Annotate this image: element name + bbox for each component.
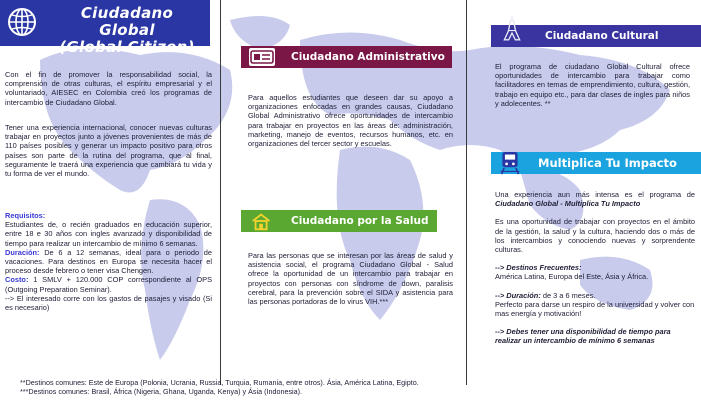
intro-text: Con el fin de promover la responsabilidad social, la comprensión de otras culturas, el espíritu empresarial y el voluntariado, AIESEC en Colombia creó los programas de intercambio de Ciudadano Global. <box>5 70 212 107</box>
impacto-section <box>495 190 695 346</box>
impacto-intro-b: Ciudadano Global - Multiplica Tu Impacto <box>495 199 641 209</box>
column-divider-left <box>220 0 221 385</box>
admin-title: Ciudadano Administrativo <box>291 51 445 63</box>
house-icon <box>250 211 274 231</box>
id-card-icon <box>249 48 275 66</box>
costo-extra-text: --> El interesado corre con los gastos de pasajes y visado (Si es necesario) <box>5 293 212 313</box>
salud-paragraph <box>248 251 453 306</box>
admin-banner <box>241 46 452 68</box>
train-icon <box>499 148 521 178</box>
impacto-title: Multiplica Tu Impacto <box>538 156 677 170</box>
column-divider-right <box>466 0 467 385</box>
costo-line <box>5 275 212 293</box>
salud-banner <box>241 210 437 232</box>
global-citizen-header <box>0 0 210 56</box>
impacto-duracion-heading: --> Duración: <box>495 290 541 300</box>
impacto-duracion-value: de 3 a 6 meses. <box>540 290 596 300</box>
costo-heading: Costo: <box>5 275 29 285</box>
duracion-heading: Duración: <box>5 247 40 257</box>
title-line-2: (Global Citizen) <box>59 38 195 56</box>
impacto-intro-a: Una experiencia aun más intensa es el programa de <box>495 190 695 199</box>
impacto-intro <box>495 190 695 208</box>
destinos-heading: --> Destinos Frecuentes: <box>495 263 582 273</box>
requisitos-section <box>5 211 212 312</box>
experience-text: Tener una experiencia internacional, conocer nuevas culturas trabajar en proyectos junto a jóvenes provenientes de más de 110 países posibles y generar un impacto positivo para otros países son parte de la rutina del programa, que al final, seguramente le traerá una experiencia que cambiará tu vida y tu forma de ver el mundo. <box>5 123 212 179</box>
impacto-banner <box>491 152 701 174</box>
cultural-text: El programa de ciudadano Global Cultural ofrece oportunidades de intercambio para trabajar como facilitadores en temas de emprendimiento, cultura, gestión, trabajo en equipo etc., para dar clases de ingles para niños y adolecentes. ** <box>495 62 690 108</box>
admin-paragraph <box>248 93 453 148</box>
experience-paragraph <box>5 123 212 178</box>
footer-notes <box>20 378 690 396</box>
impacto-note: --> Debes tener una disponibilidad de tiempo para realizar un intercambio de mínimo 6 semanas <box>495 327 671 346</box>
impacto-duracion-text: Perfecto para darse un respiro de la universidad y volver con mas energía y motivación! <box>495 299 695 319</box>
globe-icon <box>6 6 38 38</box>
footer-line-2: ***Destinos comunes: Brasil, África (Nigeria, Ghana, Uganda, Kenya) y Ásia (Indonesia). <box>20 387 303 396</box>
footer-line-1: **Destinos comunes: Este de Europa (Polonia, Ucrania, Russia, Turquia, Rumania, entre otros). Ásia, América Latina, Egipto. <box>20 378 419 387</box>
cultural-banner <box>491 25 701 47</box>
admin-text: Para aquellos estudiantes que deseen dar su apoyo a organizaciones enfocadas en grandes causas, Ciudadano Global Administrativo ofrece oportunidades de intercambio para trabajar en proyectos en las áreas de: administración, marketing, manejo de eventos, recursos humanos, etc. en organizaciones del tercer sector y escuelas. <box>248 93 453 149</box>
requisitos-text: Estudiantes de, o recién graduados en educación superior, entre 18 e 30 años con ingles avanzado y disponibilidad de tiempo para realizar un intercambio de mínimo 6 semanas. <box>5 220 212 248</box>
destinos-text: América Latina, Europa del Este, Ásia y África. <box>495 272 649 282</box>
cultural-title: Ciudadano Cultural <box>545 30 659 42</box>
salud-title: Ciudadano por la Salud <box>291 215 429 227</box>
intro-paragraph <box>5 70 212 107</box>
cultural-paragraph <box>495 62 690 108</box>
impacto-duracion-line <box>495 291 695 300</box>
duracion-line <box>5 248 212 276</box>
impacto-text: Es una oportunidad de trabajar con proyectos en el ámbito de la gestión, la salud y la cultura, haciendo dos o más de los intercambios y conociendo nuevas y sorprendente culturas. <box>495 217 695 255</box>
salud-text: Para las personas que se interesan por las áreas de salud y asistencia social, el programa Ciudadano Global - Salud ofrece la oportunidad de un intercambio para trabajar en proyectos con personas con síndrome de down, paralisis cerebral, para la prevención sobre el SIDA y asistencia para las personas portadoras de lo virus VIH.*** <box>248 251 453 307</box>
title-line-1: Ciudadano Global <box>80 4 174 39</box>
global-citizen-title <box>52 5 202 56</box>
requisitos-heading: Requisitos: <box>5 211 46 220</box>
duracion-text: De 6 a 12 semanas, ideal para o periodo de vacaciones. Para destinos en Europa se necesita hacer el proceso desde febrero o tener visa Chengen. <box>5 247 212 276</box>
eiffel-tower-icon <box>501 11 523 45</box>
costo-text: 1 SMLV + 120.000 COP correspondiente al OPS (Outgoing Preparation Seminar). <box>5 275 212 294</box>
